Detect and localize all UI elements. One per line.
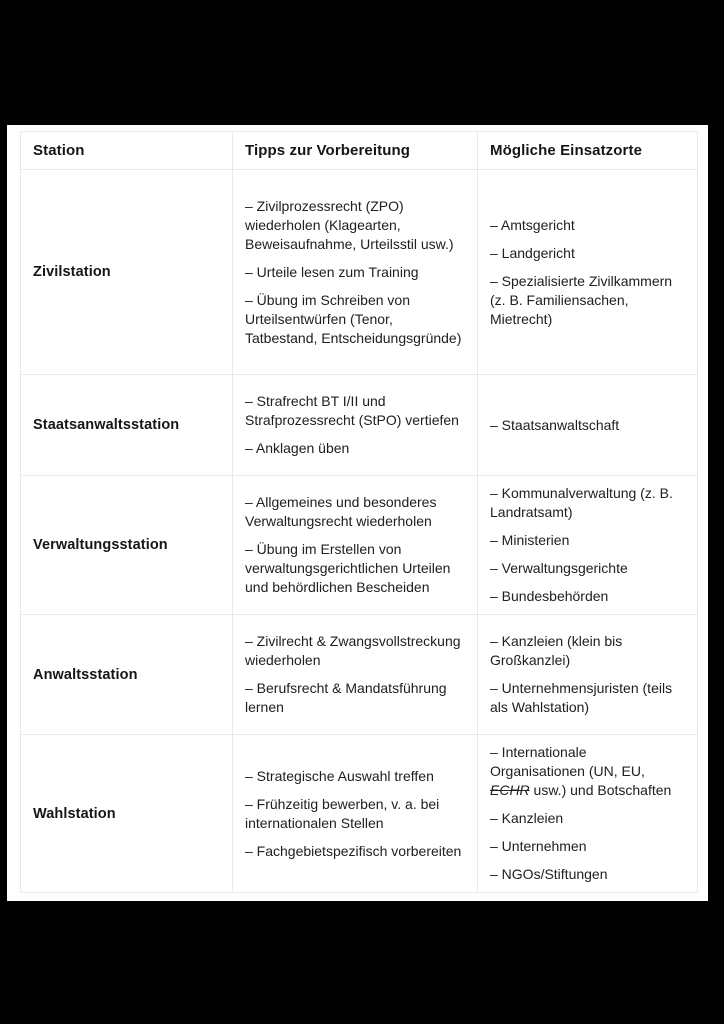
- column-header-einsatzorte: Mögliche Einsatzorte: [478, 132, 698, 170]
- place-item: – Unternehmensjuristen (teils als Wahlstation): [490, 680, 673, 715]
- table-row: [21, 170, 698, 375]
- station-cell: Staatsanwaltsstation: [21, 375, 233, 476]
- stations-table: [20, 131, 698, 893]
- tips-cell: [233, 735, 478, 893]
- tip-item: – Allgemeines und besonderes Verwaltungsrecht wiederholen: [245, 494, 437, 529]
- tip-item: – Übung im Erstellen von verwaltungsgerichtlichen Urteilen und behördlichen Bescheiden: [245, 541, 451, 595]
- place-item: – Kanzleien: [490, 810, 564, 826]
- tip-item: – Anklagen üben: [245, 440, 350, 456]
- tip-item: – Strafrecht BT I/II und Strafprozessrecht (StPO) vertiefen: [245, 393, 459, 428]
- place-item: – Unternehmen: [490, 838, 587, 854]
- tip-item: – Zivilprozessrecht (ZPO) wiederholen (Klagearten, Beweisaufnahme, Urteilsstil usw.): [245, 197, 454, 252]
- column-header-station: Station: [21, 132, 233, 170]
- place-item: – Spezialisierte Zivilkammern (z. B. Familiensachen, Mietrecht): [490, 272, 673, 327]
- place-item: [490, 743, 685, 800]
- table-row: [21, 375, 698, 476]
- document-page: [7, 125, 708, 901]
- tip-item: – Übung im Schreiben von Urteilsentwürfen (Tenor, Tatbestand, Entscheidungsgründe): [245, 291, 462, 346]
- station-cell: Anwaltsstation: [21, 615, 233, 735]
- styled-text-segment: ECHR: [490, 782, 530, 798]
- table-row: [21, 735, 698, 893]
- table-header: [21, 132, 698, 170]
- place-item: – Verwaltungsgerichte: [490, 560, 628, 576]
- places-cell: [478, 615, 698, 735]
- place-item: – NGOs/Stiftungen: [490, 866, 608, 882]
- station-cell: Zivilstation: [21, 170, 233, 375]
- tip-item: – Zivilrecht & Zwangsvollstreckung wiederholen: [245, 633, 461, 668]
- table-row: [21, 615, 698, 735]
- place-item: – Kommunalverwaltung (z. B. Landratsamt): [490, 485, 673, 520]
- tips-cell: [233, 476, 478, 615]
- table-row: [21, 476, 698, 615]
- places-cell: [478, 170, 698, 375]
- place-item: – Amtsgericht: [490, 216, 575, 233]
- tip-item: – Berufsrecht & Mandatsführung lernen: [245, 680, 447, 715]
- tips-cell: [233, 615, 478, 735]
- place-item: – Staatsanwaltschaft: [490, 416, 620, 433]
- place-item: – Bundesbehörden: [490, 588, 609, 604]
- tips-cell: [233, 375, 478, 476]
- places-cell: [478, 375, 698, 476]
- tips-cell: [233, 170, 478, 375]
- tip-item: – Urteile lesen zum Training: [245, 263, 419, 280]
- station-cell: Wahlstation: [21, 735, 233, 893]
- text-segment: usw.) und Botschaften: [529, 782, 672, 798]
- tip-item: – Strategische Auswahl treffen: [245, 767, 434, 784]
- tip-item: – Frühzeitig bewerben, v. a. bei internationalen Stellen: [245, 795, 440, 831]
- tip-item: – Fachgebietspezifisch vorbereiten: [245, 842, 462, 859]
- place-item: – Ministerien: [490, 532, 570, 548]
- station-cell: Verwaltungsstation: [21, 476, 233, 615]
- place-item: – Landgericht: [490, 244, 575, 261]
- table-body: [21, 170, 698, 893]
- header-row: [21, 132, 698, 170]
- places-cell: [478, 476, 698, 615]
- text-segment: – Internationale Organisationen (UN, EU,: [490, 744, 645, 779]
- column-header-tipps: Tipps zur Vorbereitung: [233, 132, 478, 170]
- places-cell: [478, 735, 698, 893]
- place-item: – Kanzleien (klein bis Großkanzlei): [490, 633, 623, 668]
